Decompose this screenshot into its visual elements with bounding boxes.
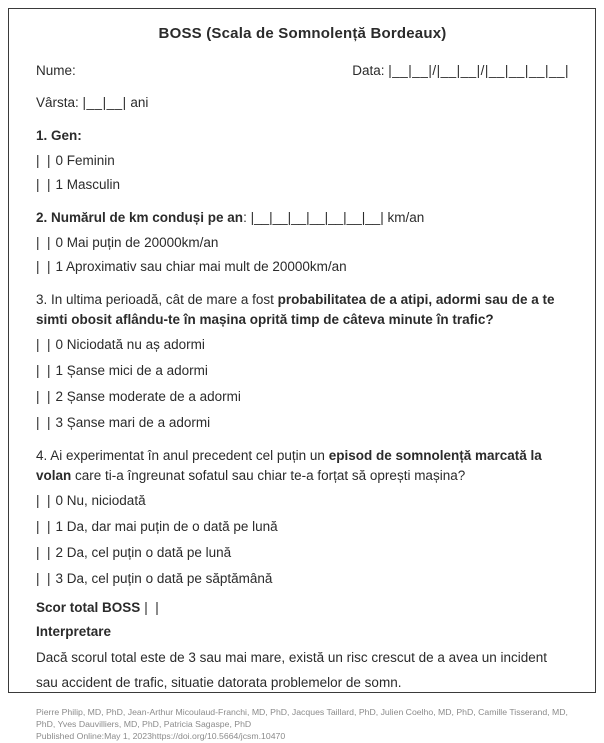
score-writein-box[interactable]: | | [144, 600, 159, 615]
age-row [36, 95, 569, 110]
answer-option[interactable] [36, 519, 569, 534]
answer-option[interactable] [36, 545, 569, 560]
answer-option-label: 3 Da, cel puțin o dată pe săptămână [55, 571, 273, 586]
name-date-row [36, 63, 569, 78]
answer-option[interactable] [36, 177, 569, 192]
age-unit-label: ani [130, 95, 149, 110]
answer-option[interactable] [36, 363, 569, 378]
answer-option-label: 0 Mai puțin de 20000km/an [55, 235, 219, 250]
checkbox-box[interactable]: | | [36, 259, 51, 274]
answer-option-label: 1 Șanse mici de a adormi [55, 363, 208, 378]
footer-credits [36, 707, 569, 743]
form-title: BOSS (Scala de Somnolență Bordeaux) [158, 25, 447, 42]
checkbox-box[interactable]: | | [36, 235, 51, 250]
total-score-row [36, 600, 569, 615]
answer-option[interactable] [36, 235, 569, 250]
answer-option[interactable] [36, 493, 569, 508]
checkbox-box[interactable]: | | [36, 545, 51, 560]
age-label: Vârsta: [36, 95, 79, 110]
answer-option-label: 1 Masculin [55, 177, 121, 192]
answer-option[interactable] [36, 389, 569, 404]
answer-option[interactable] [36, 153, 569, 168]
question-4-episode [36, 446, 569, 586]
km-writein-boxes[interactable]: : |__|__|__|__|__|__|__| km/an [243, 210, 425, 225]
date-label: Data: [352, 63, 385, 78]
page-border [8, 8, 596, 741]
checkbox-box[interactable]: | | [36, 493, 51, 508]
checkbox-box[interactable]: | | [36, 337, 51, 352]
total-score-label: Scor total BOSS [36, 600, 141, 615]
date-writein-boxes[interactable]: |__|__|/|__|__|/|__|__|__|__| [388, 63, 569, 78]
question-2-km [36, 208, 569, 274]
checkbox-box[interactable]: | | [36, 415, 51, 430]
checkbox-box[interactable]: | | [36, 177, 51, 192]
form-content [9, 9, 595, 743]
answer-option-label: 0 Feminin [55, 153, 115, 168]
date-field [352, 63, 569, 78]
name-label: Nume: [36, 63, 76, 78]
answer-option[interactable] [36, 571, 569, 586]
question-2-text: 2. Numărul de km conduși pe an: |__|__|__|__|__|__|__| km/an [36, 210, 425, 225]
answer-option-label: 1 Aproximativ sau chiar mai mult de 20000km/an [55, 259, 347, 274]
answer-option-label: 2 Da, cel puțin o dată pe lună [55, 545, 232, 560]
answer-option-label: 0 Niciodată nu aș adormi [55, 337, 205, 352]
checkbox-box[interactable]: | | [36, 571, 51, 586]
answer-option[interactable] [36, 415, 569, 430]
answer-option-label: 2 Șanse moderate de a adormi [55, 389, 241, 404]
checkbox-box[interactable]: | | [36, 389, 51, 404]
authors-line: Pierre Philip, MD, PhD, Jean-Arthur Micoulaud-Franchi, MD, PhD, Jacques Taillard, PhD, Julien Coelho, MD, PhD, Camille Tisserand, MD, PhD, Yves Dauvilliers, MD, PhD, Patricia Sagaspe, PhD [36, 707, 568, 729]
question-1-text: 1. Gen: [36, 128, 82, 143]
answer-option-label: 3 Șanse mari de a adormi [55, 415, 211, 430]
age-writein-boxes[interactable]: |__|__| [82, 95, 127, 110]
interpretation-text: Dacă scorul total este de 3 sau mai mare, există un risc crescut de a avea un incident sau accident de trafic, situatie datorata problemelor de somn. [36, 650, 548, 690]
interpretation-heading: Interpretare [36, 624, 112, 639]
question-1-gen [36, 126, 569, 192]
answer-option[interactable] [36, 259, 569, 274]
checkbox-box[interactable]: | | [36, 153, 51, 168]
question-4-text: 4. Ai experimentat în anul precedent cel puțin un episod de somnolență marcată la volan care ti-a îngreunat sofatul sau chiar te-a forțat să oprești mașina? [36, 448, 546, 483]
answer-option-label: 0 Nu, niciodată [55, 493, 146, 508]
question-3-text: 3. In ultima perioadă, cât de mare a fost probabilitatea de a atipi, adormi sau de a te simti obosit aflându-te în mașina oprită timp de câteva minute în trafic? [36, 292, 559, 327]
answer-option[interactable] [36, 337, 569, 352]
checkbox-box[interactable]: | | [36, 519, 51, 534]
checkbox-box[interactable]: | | [36, 363, 51, 378]
answer-option-label: 1 Da, dar mai puțin de o dată pe lună [55, 519, 278, 534]
published-line: Published Online:May 1, 2023https://doi.org/10.5664/jcsm.10470 [36, 731, 286, 741]
question-3-probability [36, 290, 569, 430]
